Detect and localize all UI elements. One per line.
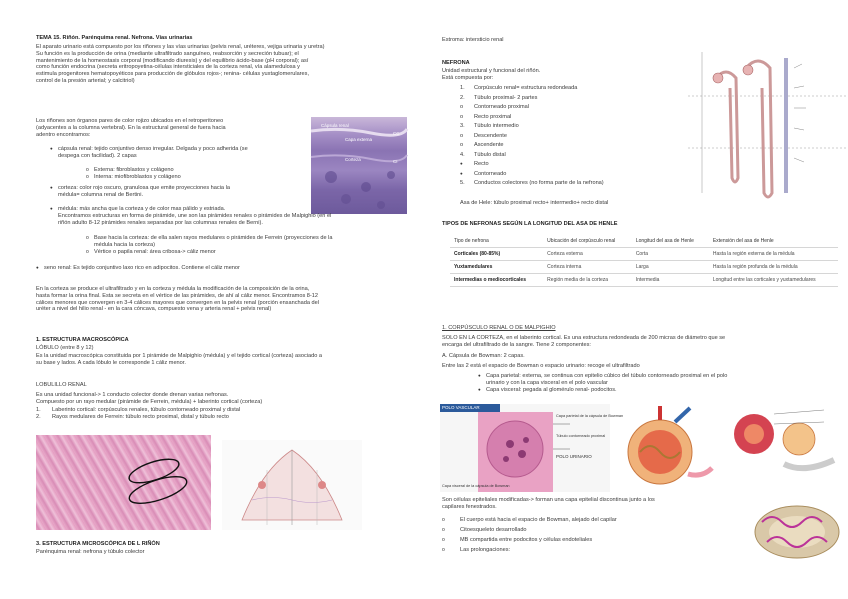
section-macroscopica-title: 1. ESTRUCTURA MACROSCÓPICA (36, 337, 129, 343)
table-cell: Corta (632, 248, 709, 261)
table-cell: Hasta la región externa de la médula (709, 248, 838, 261)
table-cell: Región media de la corteza (543, 274, 632, 287)
list-item: 1. Laberinto cortical: corpúsculos renales, túbulo contorneado proximal y distal (36, 407, 241, 413)
intro-paragraph: El aparato urinario está compuesto por los riñones y las vías urinarias (pelvis renal, uréteres, vejiga urinaria y uretra) Su función es la producción de orina (mediante ultrafiltrado sanguíneo, reabsorción y secreción tubuar); el mantenimiento de la homeostasis corporal (modificando diuresis) y del equilibrio ácido-base (pH corporal); así como función endocrina (secreta eritropoyetina-células intersticiales de la corteza renal, vía alamedulosa y estimula progenitores hematopoyéticos para producción de glóbulos rojos-; renina- células yuxtaglomerulares, control de la presión arterial; y calcitriol) (36, 44, 325, 84)
capsula-bowman-title: A. Cápsula de Bowman: 2 capas. (442, 353, 525, 359)
podocitos-list (442, 515, 617, 555)
label-polo-urinario: POLO URINARIO (556, 454, 592, 459)
lobulo-title: LÓBULO (entre 8 y 12) (36, 345, 94, 351)
list-item: o MB compartida entre podocitos y células endoteliales (442, 535, 617, 545)
corpusculo-title: 1. CORPÚSCULO RENAL O DE MALPIGHIO (442, 325, 556, 331)
lobulillo-drawing (222, 440, 362, 530)
podocitos-text: Son células epiteliales modificadas-> forman una capa epitelial discontinua junto a los capilares fenestrados. (442, 497, 655, 510)
table-cell: Intermedia (632, 274, 709, 287)
glomerulus-detail-drawing (724, 404, 840, 494)
section-microscopica-text: Parénquima renal: nefrona y túbulo colector (36, 549, 145, 555)
glomerulus-histology-figure (440, 404, 624, 492)
table-header: Tipo de nefrona (450, 235, 543, 248)
table-cell: Hasta la región profunda de la médula (709, 261, 838, 274)
glomerulus-detail-figure (724, 404, 840, 494)
table-header: Longitud del asa de Henle (632, 235, 709, 248)
podocyte-figure (742, 492, 842, 566)
list-item: ● corteza: color rojo oscuro, granulosa que emite proyecciones hacia la médula= columna renal de Bertini. (50, 185, 230, 199)
lobulillo-histology-image (36, 435, 211, 530)
list-item: o Interna: miofibroblastos y colágeno (86, 174, 181, 181)
nefrona-title: NEFRONA (442, 60, 470, 66)
nephron-types-table (450, 235, 838, 287)
lobulo-text: Es la unidad macroscópica constituida por 1 pirámide de Malpighio (médula) y el tejido cortical (corteza) asociado a su base y lados. A cada lóbulo le corresponde 1 cáliz menor. (36, 353, 323, 366)
orina-paragraph: En la corteza se produce el ultrafiltrado y en la corteza y médula la modificación de la composición de la orina, hasta formar la orina final. Esta se secreta en el vértice de las pirámides, de ahí al cáliz menor. Encontramos 8-12 cálices menores que convergen en 3-4 cálices mayores que convergen en la pelvis renal (porción ensanchada del uréter a nivel del hilio renal - en la cara cóncava, compuesto vena y arteria renal + pelvis renal) (36, 286, 319, 313)
list-item: ● Capa parietal: externa, se continua con epitelio cúbico del túbulo contorneado proximal en el polo urinario y con la capa visceral en el polo vascular (478, 373, 727, 387)
medula-list (50, 206, 331, 226)
asa-henle-text: Asa de Hele: túbulo proximal recto+ intermedio+ recto distal (460, 200, 609, 206)
label-cc: CC (393, 131, 400, 136)
table-header-row (450, 235, 838, 248)
list-item: o Las prolongaciones: (442, 545, 617, 555)
corpusculo-text: SOLO EN LA CORTEZA, en el laberinto cortical. Es una estructura redondeada de 200 micras de diámetro que se encarga del ultrafiltrado de la sangre. Tiene 2 componentes: (442, 335, 726, 348)
kidney-histology-image (311, 117, 407, 214)
table-cell: Corteza interna (543, 261, 632, 274)
list-item: o El cuerpo está hacia el espacio de Bowman, alejado del capilar (442, 515, 617, 525)
list-item: o Citoesqueleto desarrollado (442, 525, 617, 535)
list-item: ● seno renal: Es tejido conjuntivo laxo rico en adipocitos. Contiene el cáliz menor (36, 265, 240, 272)
label-capa-visceral: Capa visceral de la cápsula de Bowman (442, 484, 510, 488)
kidney-intro: Los riñones son órganos pares de color rojizo ubicados en el retroperitoneo (adyacentes a la columna vertebral). En la estructural general de fuera hacia adentro encontramos: (36, 118, 226, 138)
capas-list (478, 373, 727, 393)
table-cell: Intermedias o mediocorticales (450, 274, 543, 287)
list-item: o Externa: fibroblastos y colágeno (86, 167, 181, 174)
lobulillo-list (36, 407, 240, 421)
label-capsula: Cápsula renal (321, 123, 349, 128)
table-header: Extensión del asa de Henle (709, 235, 838, 248)
table-row (450, 248, 838, 261)
table-cell: Larga (632, 261, 709, 274)
section-microscopica-title: 3. ESTRUCTURA MICROSCÓPICA DE L RIÑÓN (36, 541, 160, 547)
list-item: ● cápsula renal: tejido conjuntivo denso irregular. Delgada y poco adherida (se despega con facilidad). 2 capas (50, 146, 248, 160)
label-polo-vascular: POLO VASCULAR (442, 405, 480, 410)
corteza-list (50, 185, 230, 199)
podocyte-drawing (742, 492, 842, 566)
capsula-sublist (86, 167, 181, 181)
label-tubulo: Túbulo contorneado proximal (556, 434, 606, 438)
nephron-drawing (686, 48, 846, 198)
table-row (450, 261, 838, 274)
medula-sublist (86, 235, 332, 255)
capsula-list (50, 146, 248, 160)
seno-list (36, 265, 240, 272)
table-row (450, 274, 838, 287)
label-corteza: Corteza (345, 157, 361, 162)
histology-ovals (36, 435, 211, 530)
espacio-bowman-text: Entre las 2 está el espacio de Bowman o espacio urinario: recoge el ultrafiltrado (442, 363, 640, 369)
lobulillo-text: Es una unidad funcional-> 1 conducto colector donde drenan varias nefronas. Compuesto por un rayo medular (pirámide de Ferrein, médula) + laberinto cortical (corteza) (36, 392, 263, 405)
lobulillo-diagram (222, 440, 362, 530)
label-ci: CI (393, 159, 398, 164)
glomerulus-3d-figure (620, 404, 715, 494)
label-capa-parietal: Capa parietal de la cápsula de Bowman (556, 414, 624, 418)
glomerulus-3d-drawing (620, 404, 715, 494)
page-title: TEMA 15. Riñón. Parénquima renal. Nefrona. Vías urinarias (36, 35, 193, 41)
table-cell: Corticales (80-85%) (450, 248, 543, 261)
table-cell: Longitud entre las corticales y yuxtamedulares (709, 274, 838, 287)
estroma-text: Estroma: intersticio renal (442, 37, 504, 43)
lobulillo-title: LOBULILLO RENAL (36, 382, 87, 388)
nefrona-text: Unidad estructural y funcional del riñón. Está compuesta por: (442, 68, 541, 81)
list-item: o Vértice o papila renal: área cribosa-> cáliz menor (86, 249, 332, 256)
table-cell: Corteza externa (543, 248, 632, 261)
list-item: ● Capa visceral: pegada al glomérulo renal- podocitos. (478, 387, 727, 394)
tipos-nefronas-title: TIPOS DE NEFRONAS SEGÚN LA LONGITUD DEL ASA DE HENLE (442, 221, 618, 227)
label-capa-externa: Capa externa (345, 137, 373, 142)
table-cell: Yuxtamedulares (450, 261, 543, 274)
list-item: 2. Rayos medulares de Ferrein: túbulo recto proximal, distal y túbulo recto (36, 413, 229, 420)
table-header: Ubicación del corpúsculo renal (543, 235, 632, 248)
nephron-diagram (686, 48, 846, 198)
list-item: ● médula: más ancha que la corteza y de color mas pálido y estriada. Encontramos estructuras en forma de pirámide, une son las pirámides renales o pirámides de Malpighio (en el riñón adulto 8-12 pirámides renales separadas por las columnas renales de Berni). (50, 206, 331, 226)
list-item: o Base hacia la corteza: de ella salen rayos medulares o pirámides de Ferrein (proyecciones de la médula hacia la corteza) (86, 235, 332, 249)
